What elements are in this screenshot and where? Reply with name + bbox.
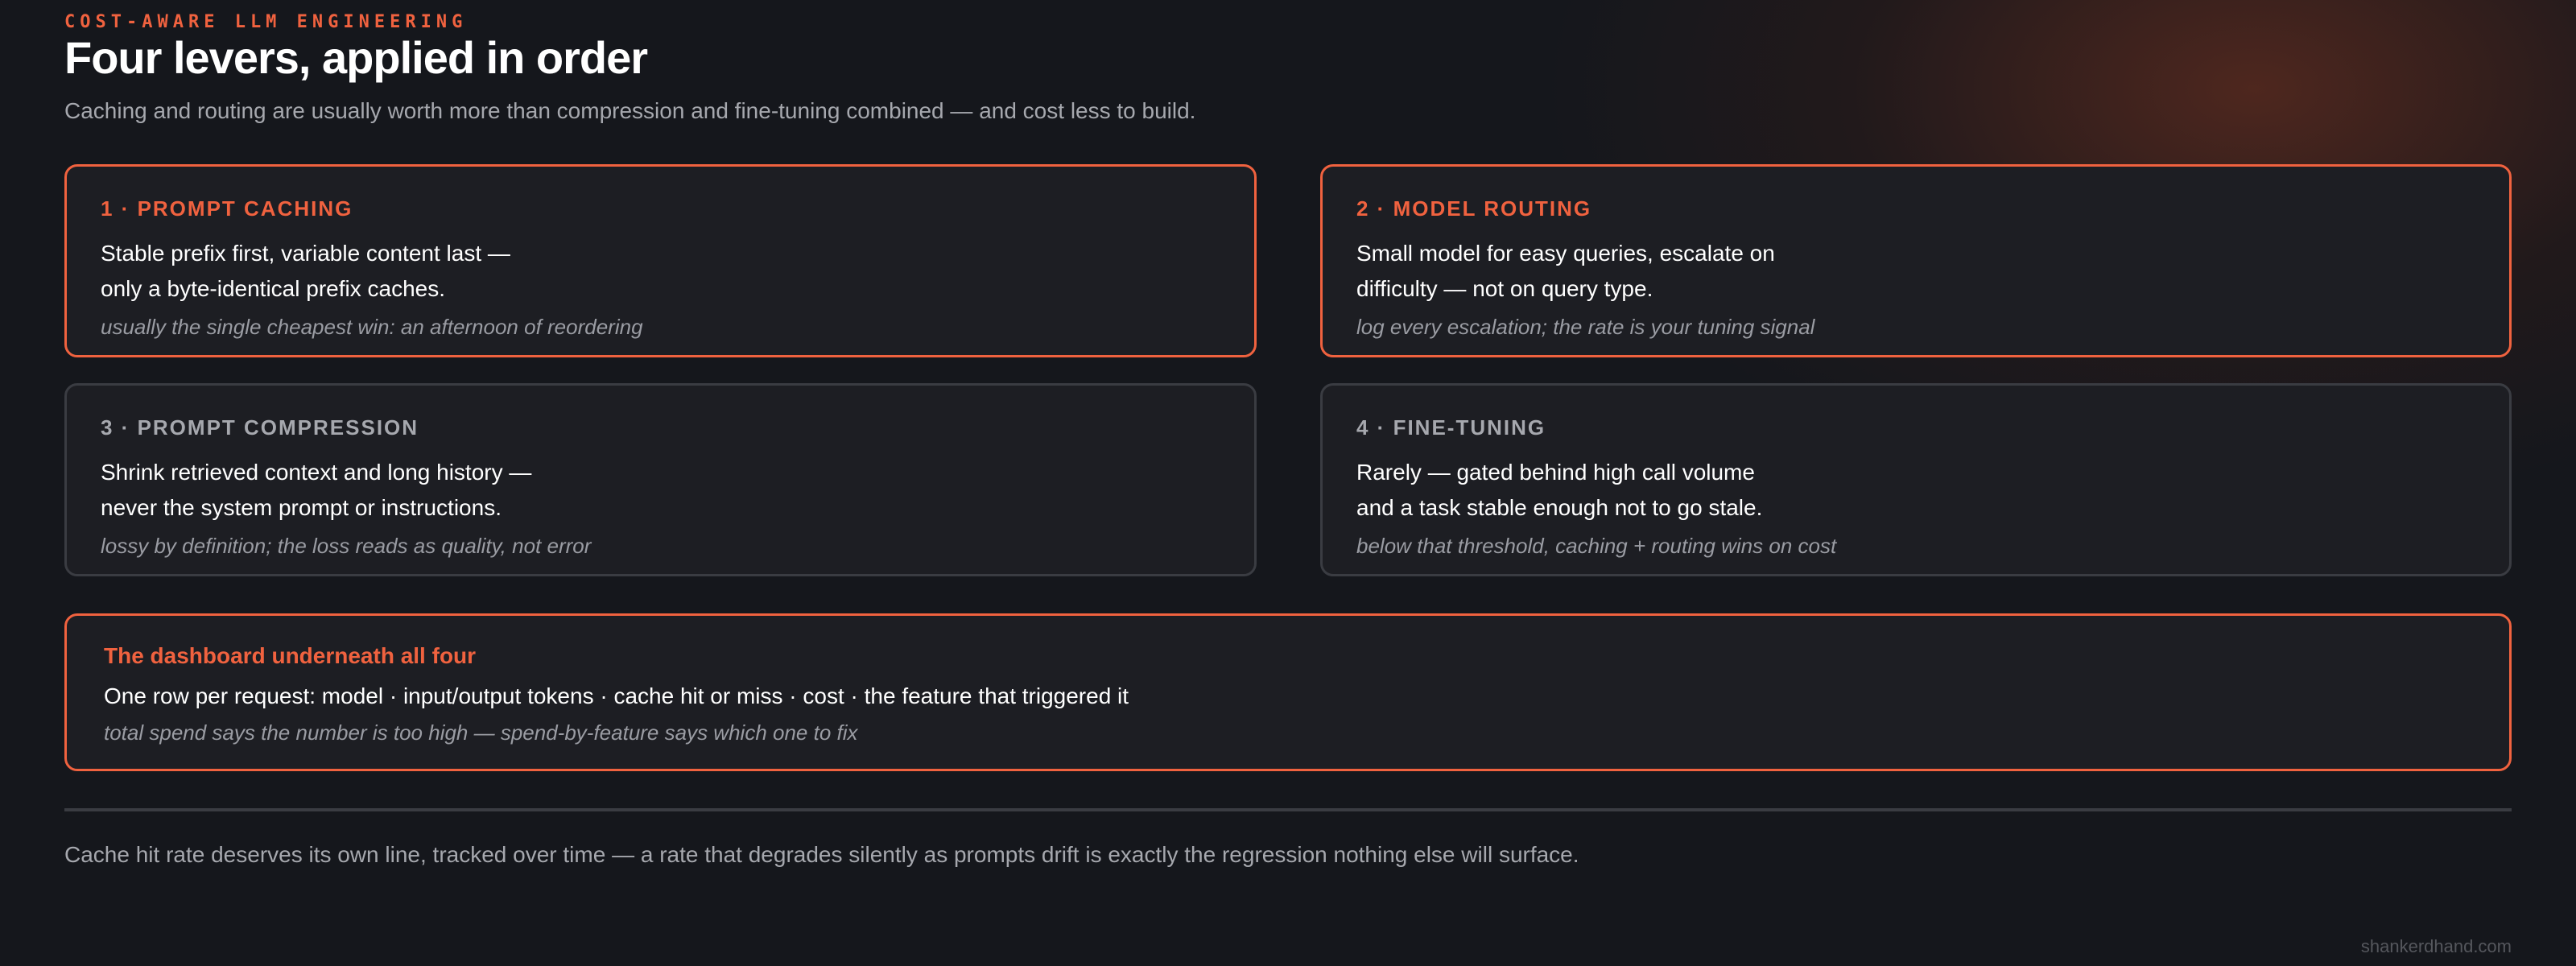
lever-description-line: Small model for easy queries, escalate on	[1356, 241, 1775, 266]
lever-description-line: Shrink retrieved context and long history —	[101, 460, 532, 485]
page-title: Four levers, applied in order	[64, 32, 648, 83]
lever-heading: 3 · PROMPT COMPRESSION	[101, 415, 419, 440]
lever-heading: 4 · FINE-TUNING	[1356, 415, 1546, 440]
lever-heading: 2 · MODEL ROUTING	[1356, 196, 1592, 221]
lever-note: log every escalation; the rate is your tuning signal	[1356, 315, 1815, 339]
lever-description-line: Stable prefix first, variable content last —	[101, 241, 510, 266]
site-signature: shankerdhand.com	[2360, 936, 2512, 956]
lever-card-prompt-compression	[64, 383, 1257, 576]
lever-description-line: difficulty — not on query type.	[1356, 276, 1653, 301]
footer-text: Cache hit rate deserves its own line, tracked over time — a rate that degrades silently as prompts drift is exactly the regression nothing else will surface.	[64, 842, 1579, 867]
dashboard-description: One row per request: model · input/output tokens · cache hit or miss · cost · the feature that triggered it	[104, 683, 1129, 708]
page	[64, 0, 2512, 966]
lever-description-line: only a byte-identical prefix caches.	[101, 276, 445, 301]
lever-description	[1356, 455, 1762, 526]
lever-note: lossy by definition; the loss reads as quality, not error	[101, 534, 592, 558]
lever-card-fine-tuning	[1320, 383, 2512, 576]
lever-card-model-routing	[1320, 164, 2512, 357]
lever-description-line: never the system prompt or instructions.	[101, 495, 502, 520]
dashboard-title: The dashboard underneath all four	[104, 643, 477, 668]
lever-description	[101, 236, 510, 307]
lever-description-line: Rarely — gated behind high call volume	[1356, 460, 1755, 485]
lever-description	[101, 455, 531, 526]
dashboard-card	[64, 613, 2512, 771]
lever-heading: 1 · PROMPT CACHING	[101, 196, 353, 221]
lever-description-line: and a task stable enough not to go stale.	[1356, 495, 1763, 520]
section-divider	[64, 808, 2512, 811]
lever-card-prompt-caching	[64, 164, 1257, 357]
lever-description	[1356, 236, 1775, 307]
kicker-label: COST-AWARE LLM ENGINEERING	[64, 12, 468, 32]
page-subtitle: Caching and routing are usually worth more than compression and fine-tuning combined — and cost less to build.	[64, 98, 1196, 123]
lever-note: usually the single cheapest win: an afternoon of reordering	[101, 315, 643, 339]
dashboard-note: total spend says the number is too high — spend-by-feature says which one to fix	[104, 720, 858, 745]
lever-note: below that threshold, caching + routing wins on cost	[1356, 534, 1837, 558]
